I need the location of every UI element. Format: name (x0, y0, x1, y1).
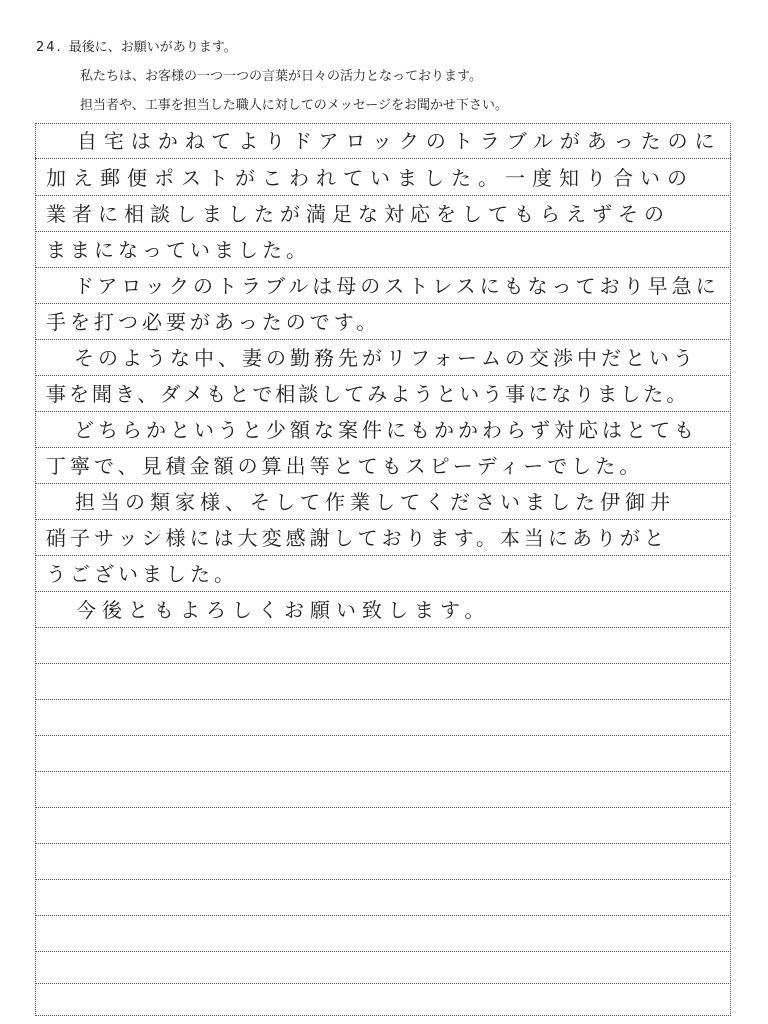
answer-line: ままになっていました。 (46, 238, 310, 262)
answer-line: 硝子サッシ様には大変感謝しております。本当にありがと (46, 526, 668, 550)
question-line-3: 担当者や、工事を担当した職人に対してのメッセージをお聞かせ下さい。 (80, 98, 508, 113)
rule-line (35, 807, 731, 808)
rule-line (35, 267, 731, 268)
rule-line (35, 627, 731, 628)
answer-line: ドアロックのトラブルは母のストレスにもなっており早急に (50, 274, 720, 298)
answer-line: 今後ともよろしくお願い致します。 (50, 598, 491, 622)
rule-line (35, 771, 731, 772)
rule-line (35, 303, 731, 304)
rule-line (35, 663, 731, 664)
rule-line (35, 519, 731, 520)
question-number: 24. (36, 40, 63, 55)
rule-line (35, 339, 731, 340)
rule-line (35, 879, 731, 880)
answer-line: 丁寧で、見積金額の算出等とてもスピーディーでした。 (46, 454, 644, 478)
rule-line (35, 591, 731, 592)
rule-line (35, 951, 731, 952)
answer-line: うございました。 (46, 562, 238, 586)
answer-line: そのような中、妻の勤務先がリフォームの交渉中だという (50, 346, 697, 370)
answer-line: 事を聞き、ダメもとで相談してみようという事になりました。 (46, 382, 690, 406)
rule-line (35, 915, 731, 916)
answer-line: 担当の類家様、そして作業してくださいました伊御井 (50, 490, 675, 514)
answer-line: 自宅はかねてよりドアロックのトラブルがあったのに (50, 129, 722, 153)
rule-line (35, 483, 731, 484)
answer-line: 手を打つ必要があったのです。 (46, 310, 381, 334)
answer-line: 業者に相談しましたが満足な対応をしてもらえずその (46, 202, 670, 226)
rule-line (35, 699, 731, 700)
rule-line (35, 411, 731, 412)
rule-line (35, 231, 731, 232)
question-line-2: 私たちは、お客様の一つ一つの言葉が日々の活力となっております。 (80, 69, 482, 84)
rule-line (35, 983, 731, 984)
rule-line (35, 375, 731, 376)
rule-line (35, 735, 731, 736)
rule-line (35, 555, 731, 556)
rule-line (35, 158, 731, 159)
rule-line (35, 447, 731, 448)
answer-line: 加え郵便ポストがこわれていました。一度知り合いの (46, 166, 694, 190)
answer-line: どちらかというと少額な案件にもかかわらず対応はとても (50, 418, 698, 442)
question-prompt: 最後に、お願いがあります。 (68, 40, 237, 55)
rule-line (35, 195, 731, 196)
rule-line (35, 843, 731, 844)
question-line-1 (36, 40, 237, 56)
